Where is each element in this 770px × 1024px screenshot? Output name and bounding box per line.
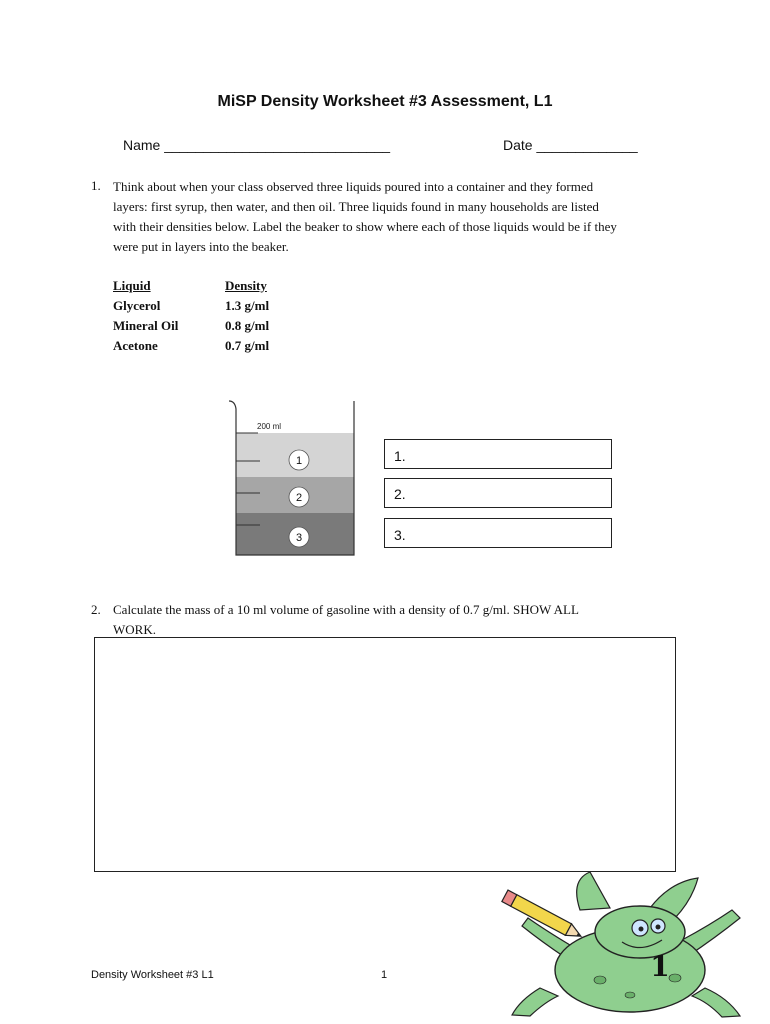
frog-with-pencil-icon: [500, 870, 762, 1020]
table-cell-liquid: Glycerol: [113, 298, 161, 313]
frog-leg: [512, 988, 558, 1016]
table-row: [113, 296, 269, 316]
work-answer-box[interactable]: [94, 637, 676, 872]
table-header-row: [113, 276, 269, 296]
table-cell-liquid: Mineral Oil: [113, 318, 179, 333]
question-1-line: layers: first syrup, then water, and then oil. Three liquids found in many households are listed: [113, 199, 599, 214]
question-2-line: WORK.: [113, 622, 156, 637]
answer-box-2[interactable]: 2.: [384, 478, 612, 508]
table-cell-liquid: Acetone: [113, 338, 158, 353]
table-header-liquid: Liquid: [113, 278, 151, 293]
question-1-line: with their densities below. Label the beaker to show where each of those liquids would be if they: [113, 219, 617, 234]
footer-document-title: Density Worksheet #3 L1: [91, 969, 214, 981]
question-1-line: Think about when your class observed three liquids poured into a container and they formed: [113, 179, 594, 194]
question-1-line: were put in layers into the beaker.: [113, 239, 289, 254]
mascot-number: 1: [650, 950, 670, 983]
table-cell-density: 0.7 g/ml: [225, 338, 270, 353]
footer-page-number: 1: [381, 969, 388, 981]
frog-leg: [692, 988, 740, 1017]
question-1-number: 1.: [91, 178, 101, 193]
beaker-capacity-label: 200 ml: [257, 422, 282, 431]
question-2-number: 2.: [91, 602, 101, 617]
question-2-text: [113, 600, 713, 640]
layer-3-number: 3: [295, 532, 303, 544]
page-title: MiSP Density Worksheet #3 Assessment, L1: [217, 93, 553, 110]
table-row: [113, 316, 269, 336]
name-line[interactable]: Name _____________________________: [123, 137, 391, 153]
layer-1-number: 1: [295, 455, 303, 467]
table-cell-density: 0.8 g/ml: [225, 318, 270, 333]
date-line[interactable]: Date _____________: [503, 137, 638, 153]
table-row: [113, 336, 269, 356]
question-1-text: [113, 177, 713, 257]
table-header-density: Density: [225, 278, 267, 293]
question-2-line: Calculate the mass of a 10 ml volume of gasoline with a density of 0.7 g/ml. SHOW ALL: [113, 602, 579, 617]
density-table: [113, 276, 269, 356]
answer-box-1[interactable]: 1.: [384, 439, 612, 469]
layer-2-number: 2: [295, 492, 303, 504]
beaker-diagram: [225, 395, 365, 565]
table-cell-density: 1.3 g/ml: [225, 298, 270, 313]
frog-ear: [577, 872, 610, 910]
answer-box-3[interactable]: 3.: [384, 518, 612, 548]
